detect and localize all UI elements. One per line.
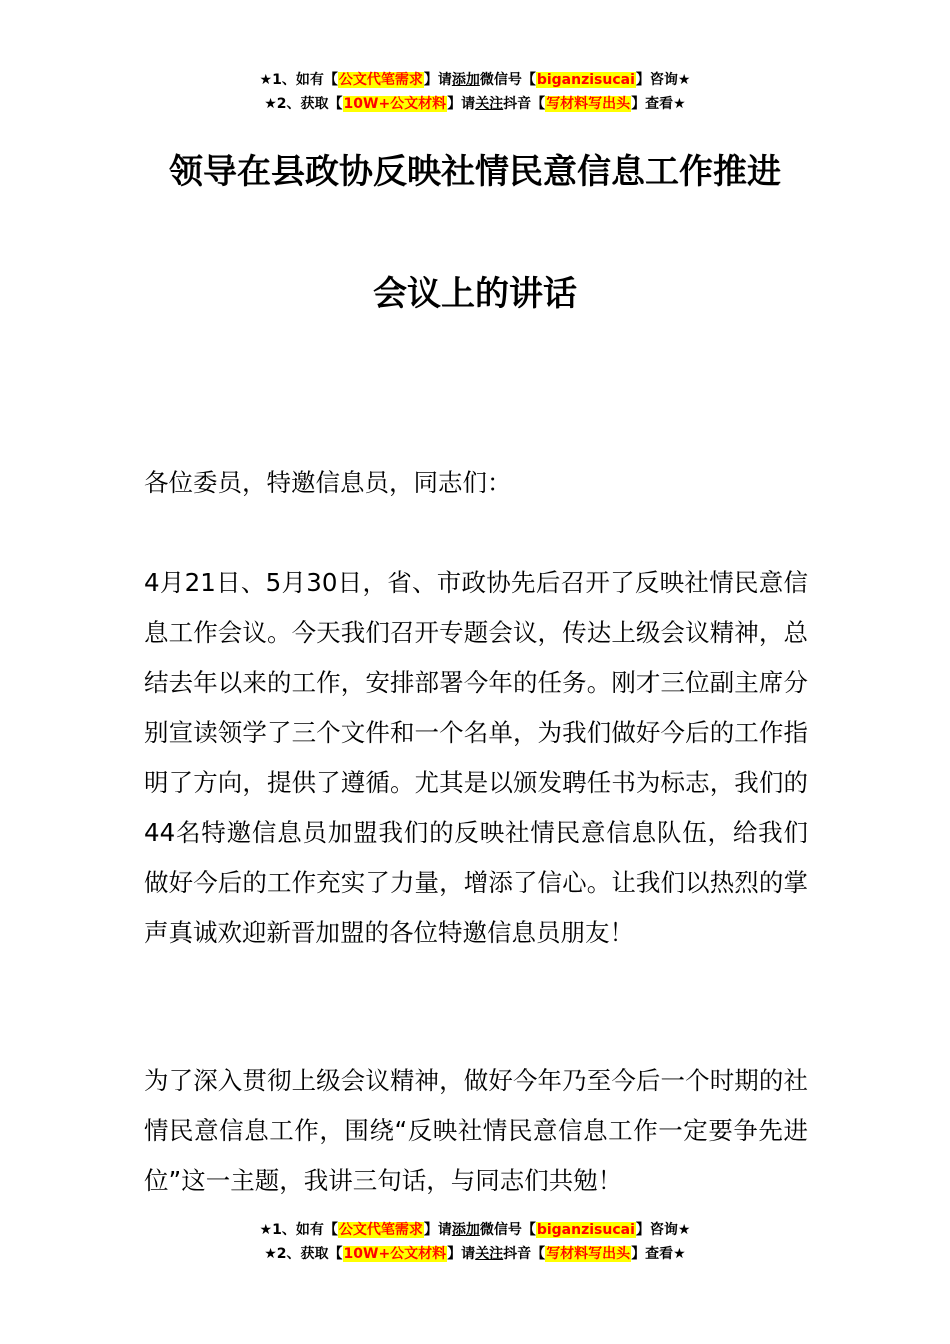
promo-text: 】查看★ <box>631 1246 686 1262</box>
promo-text: 微信号【 <box>479 1222 536 1238</box>
promo-text: 】请 <box>423 72 452 88</box>
salutation: 各位委员，特邀信息员，同志们： <box>144 468 512 497</box>
promo-highlight: 10W+公文材料 <box>343 1246 447 1262</box>
promo-text: ★2、获取【 <box>264 1246 343 1262</box>
promo-text: ★2、获取【 <box>264 96 343 112</box>
promo-text: 】咨询★ <box>635 72 691 88</box>
promo-wechat-id: biganzisucai <box>536 1222 635 1238</box>
promo-text: 抖音【 <box>503 1246 546 1262</box>
promo-text: 】请 <box>447 1246 476 1262</box>
promo-emphasis: 关注 <box>475 1246 504 1262</box>
promo-wechat-id: biganzisucai <box>536 72 635 88</box>
paragraph-1: 4月21日、5月30日，省、市政协先后召开了反映社情民意信息工作会议。今天我们召开专题会议，传达上级会议精神，总结去年以来的工作，安排部署今年的任务。刚才三位副主席分别宣读领学了三个文件和一个名单，为我们做好今后的工作指明了方向，提供了遵循。尤其是以颁发聘任书为标志，我们的44名特邀信息员加盟我们的反映社情民意信息队伍，给我们做好今后的工作充实了力量，增添了信心。让我们以热烈的掌声真诚欢迎新晋加盟的各位特邀信息员朋友！ <box>144 568 808 947</box>
document-title-line-2: 会议上的讲话 <box>373 274 577 314</box>
promo-line-2 <box>0 92 950 116</box>
promo-text: 】请 <box>423 1222 452 1238</box>
paragraph-2: 为了深入贯彻上级会议精神，做好今年乃至今后一个时期的社情民意信息工作，围绕“反映社情民意信息工作一定要争先进位”这一主题，我讲三句话，与同志们共勉！ <box>144 1066 808 1195</box>
promo-text: ★1、如有【 <box>259 1222 338 1238</box>
promo-highlight: 10W+公文材料 <box>343 96 447 112</box>
promo-emphasis: 关注 <box>475 96 504 112</box>
promo-text: 】查看★ <box>631 96 686 112</box>
promo-highlight: 公文代笔需求 <box>338 1222 423 1238</box>
promo-emphasis: 添加 <box>451 1222 480 1238</box>
promo-douyin-account: 写材料写出头 <box>546 96 631 112</box>
promo-text: ★1、如有【 <box>259 72 338 88</box>
footer-promo-banner <box>0 1218 950 1266</box>
promo-text: 】咨询★ <box>635 1222 691 1238</box>
promo-text: 】请 <box>447 96 476 112</box>
promo-emphasis: 添加 <box>451 72 480 88</box>
header-promo-banner <box>0 68 950 116</box>
promo-line-1 <box>0 1218 950 1242</box>
promo-douyin-account: 写材料写出头 <box>546 1246 631 1262</box>
promo-highlight: 公文代笔需求 <box>338 72 423 88</box>
promo-text: 抖音【 <box>503 96 546 112</box>
promo-line-1 <box>0 68 950 92</box>
promo-text: 微信号【 <box>479 72 536 88</box>
promo-line-2 <box>0 1242 950 1266</box>
document-title-line-1: 领导在县政协反映社情民意信息工作推进 <box>169 152 781 192</box>
